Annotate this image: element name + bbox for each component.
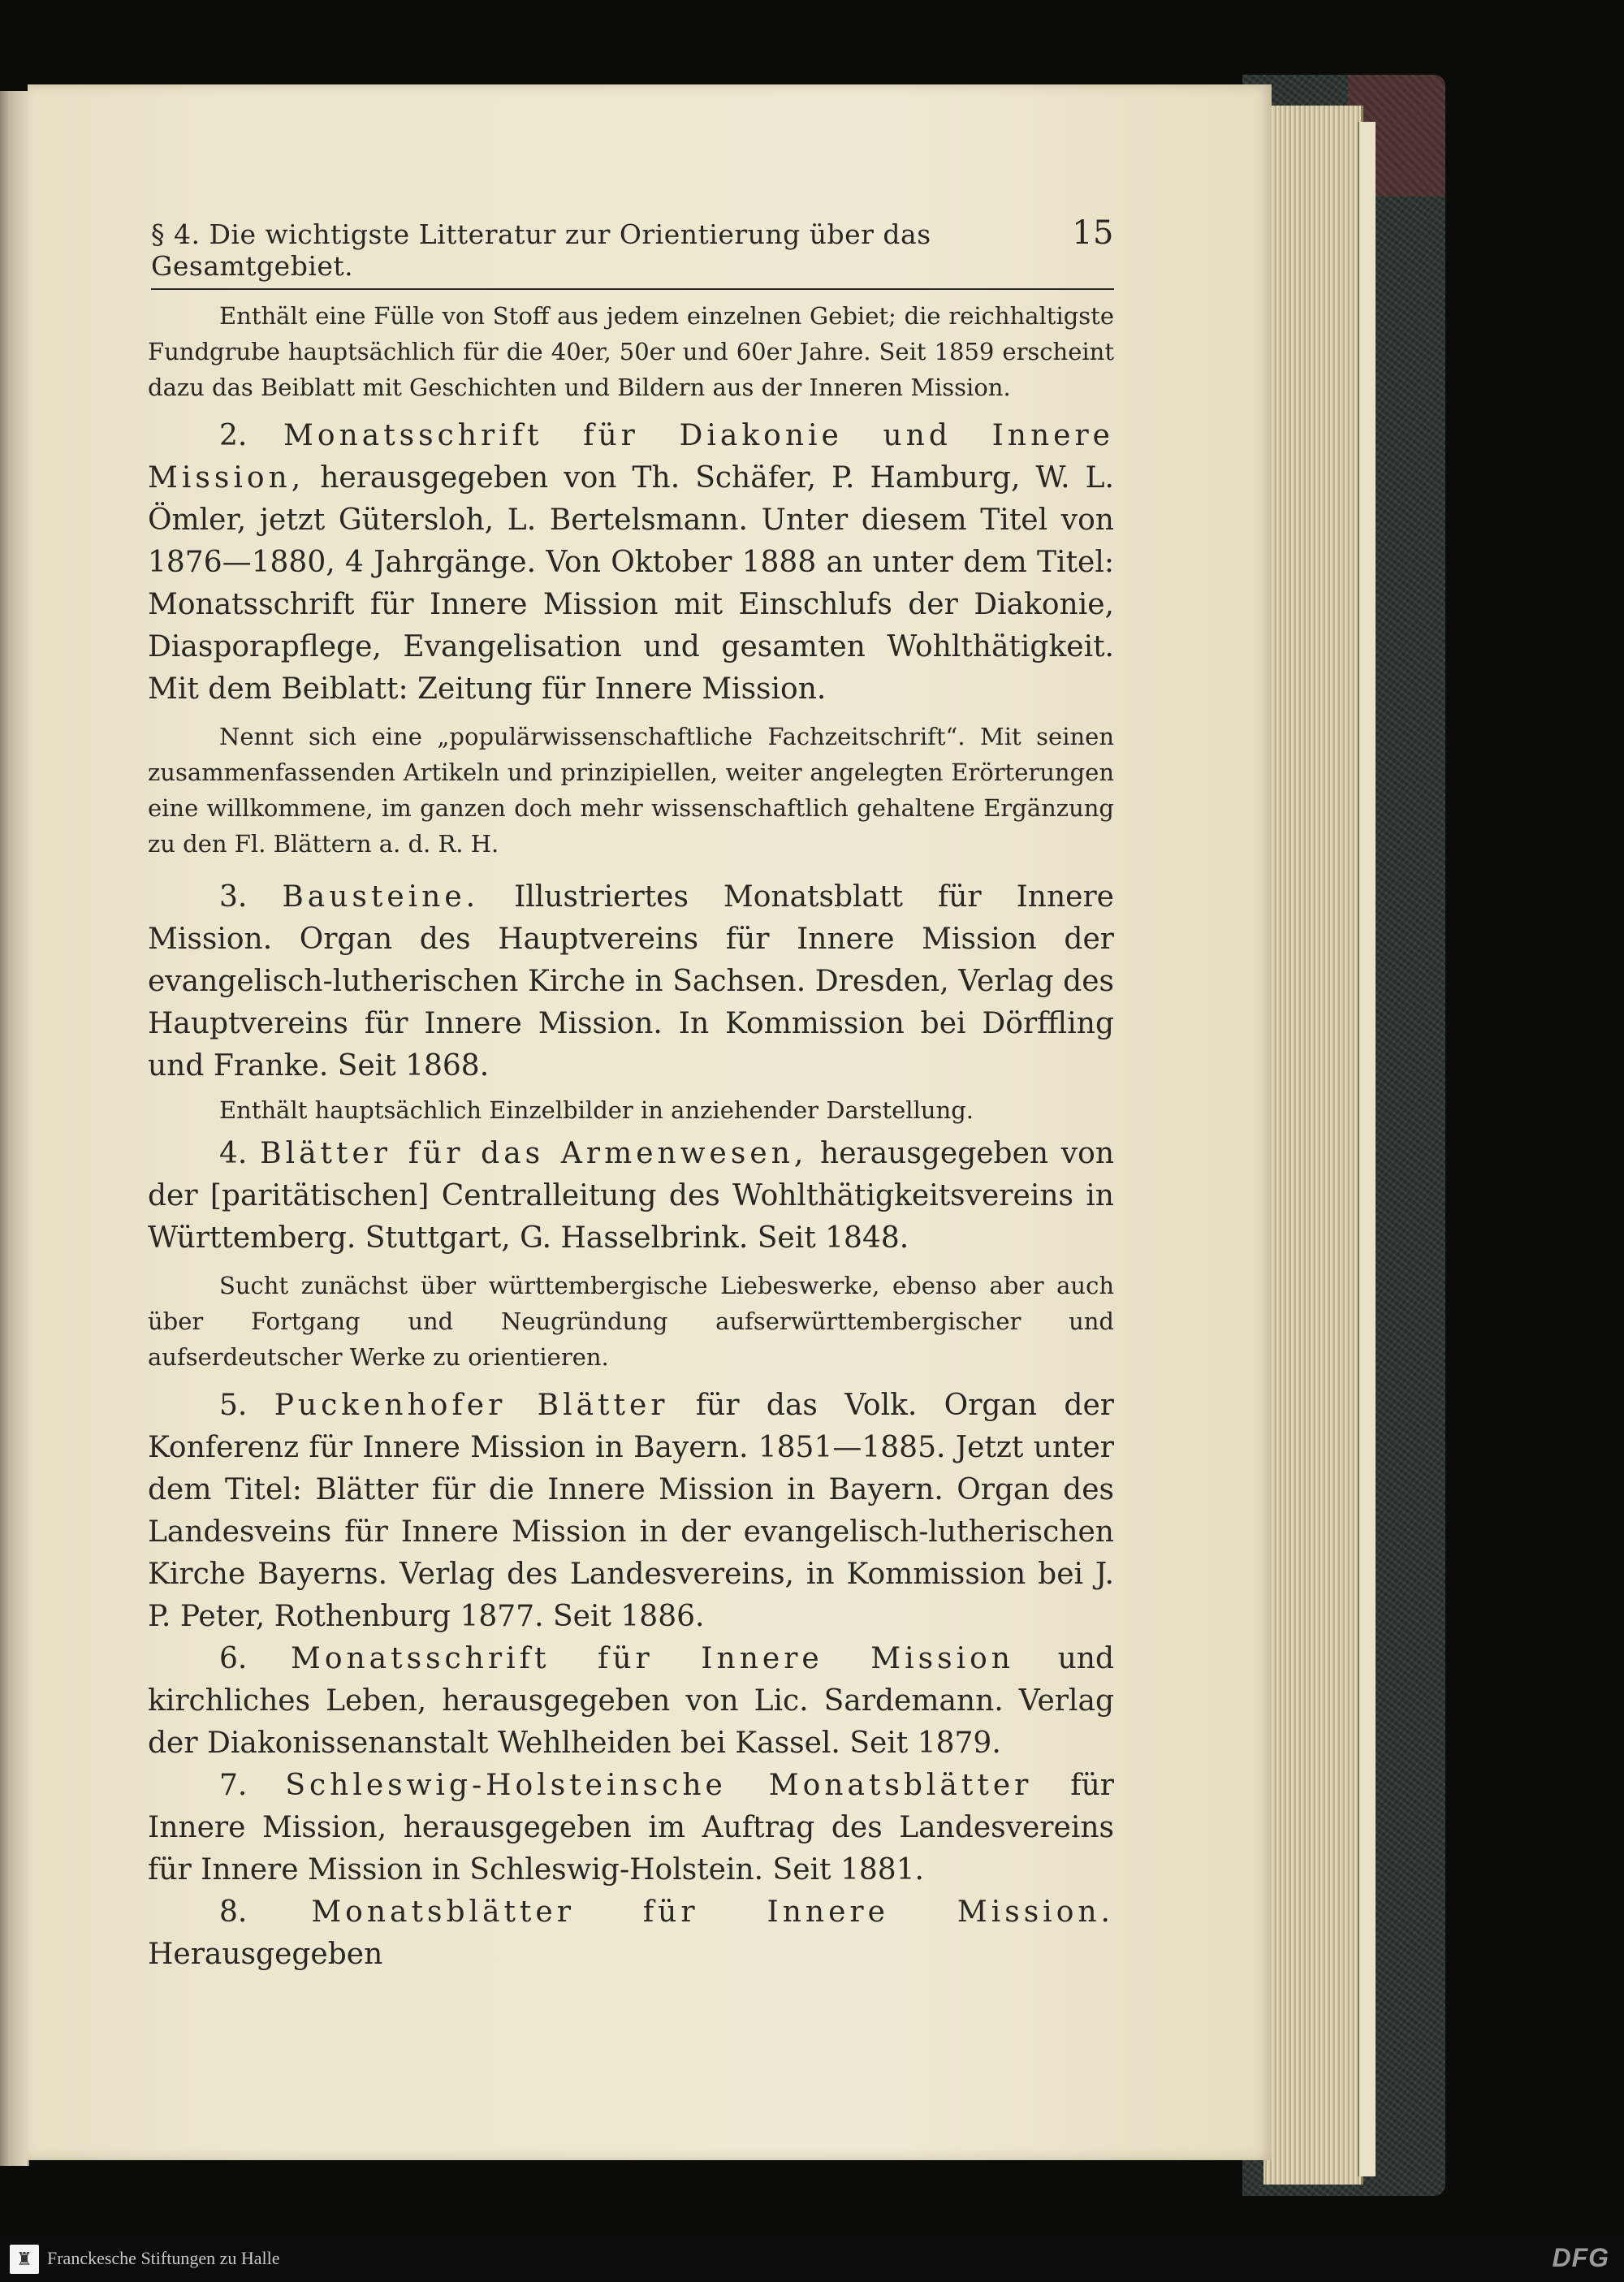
- paragraph-note: Enthält eine Fülle von Stoff aus jedem einzelnen Gebiet; die reichhaltigste Fundgrube hauptsächlich für die 40er, 50er und 60er Jahre. Seit 1859 erscheint dazu das Beiblatt mit Geschichten und Bildern aus der Inneren Mission.: [148, 302, 1114, 401]
- institution-link[interactable]: Franckesche Stiftungen zu Halle: [47, 2248, 280, 2268]
- running-title: § 4. Die wichtigste Litteratur zur Orientierung über das Gesamtgebiet.: [151, 218, 931, 282]
- paragraph-entry: 8. Monatsblätter für Innere Mission. Herausgegeben: [148, 1895, 1114, 1971]
- paragraph-entry: 7. Schleswig-Holsteinsche Monatsblätter für Innere Mission, herausgegeben im Auftrag des Landesvereins für Innere Mission in Schleswig-Holstein. Seit 1881.: [148, 1769, 1115, 1887]
- text-block: [148, 214, 1114, 1976]
- paragraph-note: Nennt sich eine „populärwissenschaftliche Fachzeitschrift“. Mit seinen zusammenfassenden Artikeln und prinzipiellen, weiter angelegten Erörterungen eine willkommene, im ganzen doch mehr wissenschaftlich gehaltene Ergänzung zu den Fl. Blättern a. d. R. H.: [148, 723, 1114, 858]
- paragraph-entry: 4. Blätter für das Armenwesen, herausgegeben von der [paritätischen] Centralleitung des Wohlthätigkeitsvereins in Württemberg. Stuttgart, G. Hasselbrink. Seit 1848.: [148, 1137, 1115, 1255]
- page-number: 15: [1072, 214, 1114, 252]
- francke-logo-icon[interactable]: ♜: [10, 2245, 39, 2274]
- previous-page-edge: [0, 91, 29, 2166]
- paragraph-entry: 2. Monatsschrift für Diakonie und Innere Mission, herausgegeben von Th. Schäfer, P. Hamburg, W. L. Ömler, jetzt Gütersloh, L. Bertelsmann. Unter diesem Titel von 1876—1880, 4 Jahrgänge. Von Oktober 1888 an unter dem Titel: Monatsschrift für Innere Mission mit Einschlufs der Diakonie, Diasporapflege, Evangelisation und gesamten Wohlthätigkeit. Mit dem Beiblatt: Zeitung für Innere Mission.: [148, 419, 1114, 706]
- paragraph-note: Enthält hauptsächlich Einzelbilder in anziehender Darstellung.: [219, 1096, 974, 1124]
- page-block-edge: [1358, 122, 1376, 2176]
- viewer-footer: [0, 2237, 1624, 2282]
- dfg-logo[interactable]: DFG: [1552, 2243, 1609, 2272]
- paragraph-entry: 6. Monatsschrift für Innere Mission und kirchliches Leben, herausgegeben von Lic. Sardemann. Verlag der Diakonissenanstalt Wehlheiden bei Kassel. Seit 1879.: [148, 1642, 1114, 1760]
- paragraph-entry: 3. Bausteine. Illustriertes Monatsblatt für Innere Mission. Organ des Hauptvereins für Innere Mission der evangelisch-lutherischen Kirche in Sachsen. Dresden, Verlag des Hauptvereins für Innere Mission. In Kommission bei Dörffling und Franke. Seit 1868.: [148, 880, 1114, 1083]
- book-page: [28, 84, 1272, 2160]
- paragraph-note: Sucht zunächst über württembergische Liebeswerke, ebenso aber auch über Fortgang und Neugründung aufserwürttembergischer und aufserdeutscher Werke zu orientieren.: [148, 1272, 1114, 1371]
- running-head: [151, 214, 1114, 290]
- page-block-edges: [1263, 106, 1363, 2185]
- paragraph-entry: 5. Puckenhofer Blätter für das Volk. Organ der Konferenz für Innere Mission in Bayern. 1851—1885. Jetzt unter dem Titel: Blätter für die Innere Mission in Bayern. Organ des Landesveins für Innere Mission in der evangelisch-lutherischen Kirche Bayerns. Verlag des Landesvereins, in Kommission bei J. P. Peter, Rothenburg 1877. Seit 1886.: [148, 1389, 1114, 1633]
